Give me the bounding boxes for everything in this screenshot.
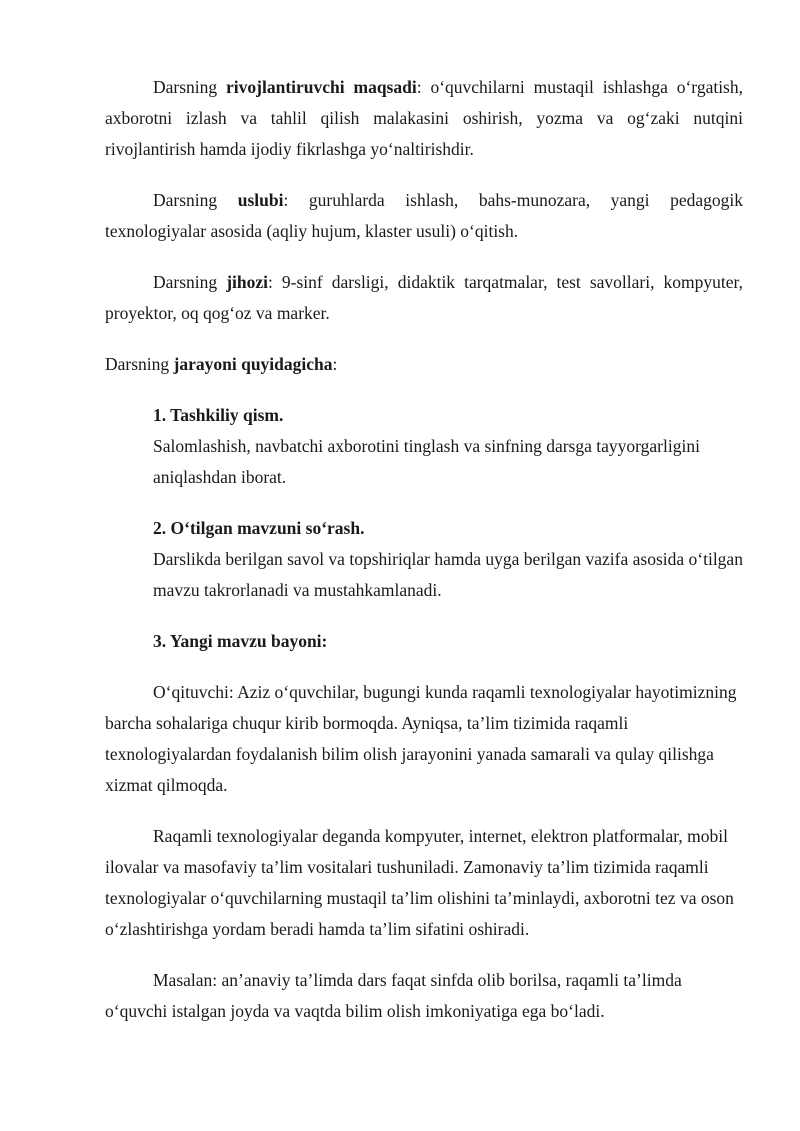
section-heading: 2. O‘tilgan mavzuni so‘rash. (153, 518, 365, 538)
section-organizational (105, 400, 743, 493)
method-bold-term: uslubi (237, 190, 284, 210)
process-bold-term: jarayoni quyidagicha (173, 354, 333, 374)
equipment-lead: Darsning (153, 272, 218, 292)
process-rest: : (332, 354, 338, 374)
paragraph-method (105, 185, 743, 247)
body-paragraph: O‘qituvchi: Aziz o‘quvchilar, bugungi kunda raqamli texnologiyalar hayotimizning barcha sohalariga chuqur kirib bormoqda. Ayniqsa, ta’lim tizimida raqamli texnologiyalardan foydalanish bilim olish jarayonini yanada samarali va qulay qilishga xizmat qilmoqda. (105, 682, 737, 795)
paragraph-goal (105, 72, 743, 165)
section-body: Salomlashish, navbatchi axborotini tinglash va sinfning darsga tayyorgarligini aniqlashdan iborat. (153, 436, 700, 487)
goal-bold-term: rivojlantiruvchi maqsadi (226, 77, 417, 97)
paragraph-equipment (105, 267, 743, 329)
equipment-rest: : 9-sinf darsligi, didaktik tarqatmalar, test savollari, kompyuter, proyektor, oq qog‘oz va marker. (105, 272, 744, 323)
body-paragraph: Raqamli texnologiyalar deganda kompyuter, internet, elektron platformalar, mobil ilovalar va masofaviy ta’lim vositalari tushuniladi. Zamonaviy ta’lim tizimida raqamli texnologiyalar o‘quvchilarning mustaqil ta’lim olishini ta’minlaydi, axborotni tez va oson o‘zlashtirishga yordam beradi hamda ta’lim sifatini oshiradi. (105, 826, 734, 939)
method-lead: Darsning (153, 190, 218, 210)
equipment-bold-term: jihozi (226, 272, 269, 292)
section-new-topic (105, 626, 743, 657)
method-rest: : guruhlarda ishlash, bahs-munozara, yangi pedagogik texnologiyalar asosida (aqliy hujum, klaster usuli) o‘qitish. (105, 190, 744, 241)
paragraph-process (105, 349, 743, 380)
body-paragraph: Masalan: an’anaviy ta’limda dars faqat sinfda olib borilsa, raqamli ta’limda o‘quvchi istalgan joyda va vaqtda bilim olish imkoniyatiga ega bo‘ladi. (105, 970, 682, 1021)
document-page (105, 72, 743, 1027)
section-review (105, 513, 743, 606)
section-body: Darslikda berilgan savol va topshiriqlar hamda uyga berilgan vazifa asosida o‘tilgan mavzu takrorlanadi va mustahkamlanadi. (153, 549, 743, 600)
section-heading: 3. Yangi mavzu bayoni: (153, 631, 328, 651)
process-lead: Darsning (105, 354, 170, 374)
goal-rest: : o‘quvchilarni mustaqil ishlashga o‘rgatish, axborotni izlash va tahlil qilish malakasini oshirish, yozma va og‘zaki nutqini rivojlantirish hamda ijodiy fikrlashga yo‘naltirishdir. (105, 77, 743, 159)
section-heading: 1. Tashkiliy qism. (153, 405, 284, 425)
goal-lead: Darsning (153, 77, 218, 97)
